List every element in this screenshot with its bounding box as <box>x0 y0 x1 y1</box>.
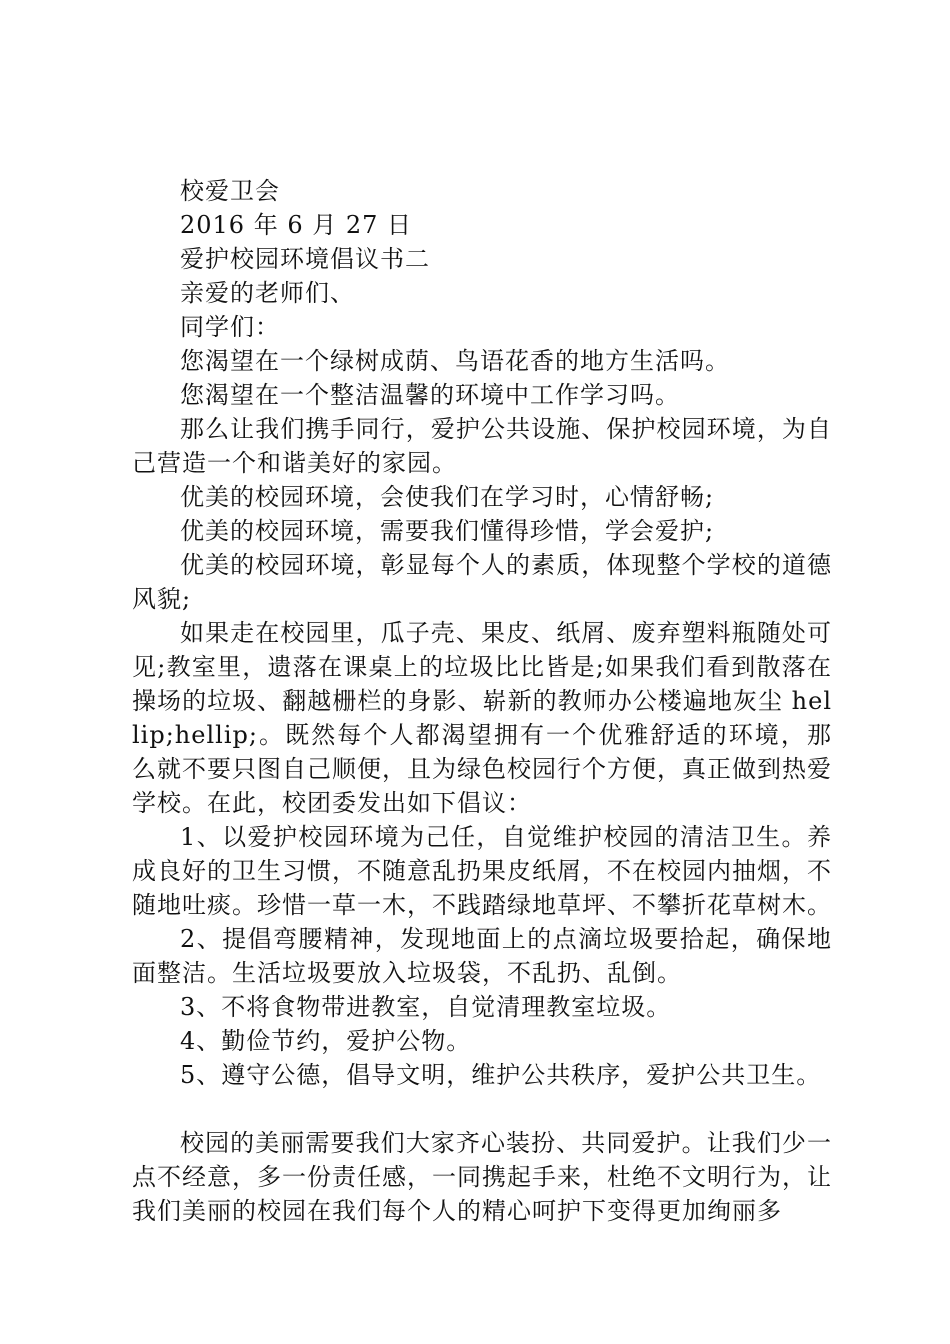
paragraph: 那么让我们携手同行，爱护公共设施、保护校园环境，为自己营造一个和谐美好的家园。 <box>132 415 832 477</box>
proposal-item-1: 1、以爱护校园环境为己任，自觉维护校园的清洁卫生。养成良好的卫生习惯，不随意乱扔果皮纸屑，不在校园内抽烟，不随地吐痰。珍惜一草一木，不践踏绿地草坪、不攀折花草树木。 <box>132 823 832 919</box>
salutation-line-1: 亲爱的老师们、 <box>180 279 355 307</box>
closing-paragraph: 校园的美丽需要我们大家齐心装扮、共同爱护。让我们少一点不经意，多一份责任感，一同携起手来，杜绝不文明行为，让我们美丽的校园在我们每个人的精心呵护下变得更加绚丽多 <box>132 1129 832 1225</box>
proposal-item-4: 4、勤俭节约，爱护公物。 <box>180 1027 472 1055</box>
document-body <box>132 174 832 1228</box>
proposal-item-3: 3、不将食物带进教室，自觉清理教室垃圾。 <box>180 993 672 1021</box>
document-heading: 爱护校园环境倡议书二 <box>180 245 430 273</box>
paragraph: 如果走在校园里，瓜子壳、果皮、纸屑、废弃塑料瓶随处可见;教室里，遗落在课桌上的垃圾比比皆是;如果我们看到散落在操场的垃圾、翻越栅栏的身影、崭新的教师办公楼遍地灰尘 hellip;hellip;。既然每个人都渴望拥有一个优雅舒适的环境，那么就不要只图自己顺便，且为绿色校园行个方便，真正做到热爱学校。在此，校团委发出如下倡议： <box>132 619 832 817</box>
paragraph: 优美的校园环境，需要我们懂得珍惜，学会爱护; <box>180 517 715 545</box>
signature-org: 校爱卫会 <box>180 177 280 205</box>
proposal-item-2: 2、提倡弯腰精神，发现地面上的点滴垃圾要拾起，确保地面整洁。生活垃圾要放入垃圾袋，不乱扔、乱倒。 <box>132 925 832 987</box>
paragraph: 您渴望在一个绿树成荫、鸟语花香的地方生活吗。 <box>180 347 730 375</box>
paragraph: 优美的校园环境，会使我们在学习时，心情舒畅; <box>180 483 715 511</box>
blank-line <box>132 1092 832 1126</box>
paragraph: 优美的校园环境，彰显每个人的素质，体现整个学校的道德风貌; <box>132 551 832 613</box>
paragraph: 您渴望在一个整洁温馨的环境中工作学习吗。 <box>180 381 680 409</box>
salutation-line-2: 同学们： <box>180 313 280 341</box>
document-date: 2016 年 6 月 27 日 <box>180 211 413 239</box>
proposal-item-5: 5、遵守公德，倡导文明，维护公共秩序，爱护公共卫生。 <box>180 1061 822 1089</box>
